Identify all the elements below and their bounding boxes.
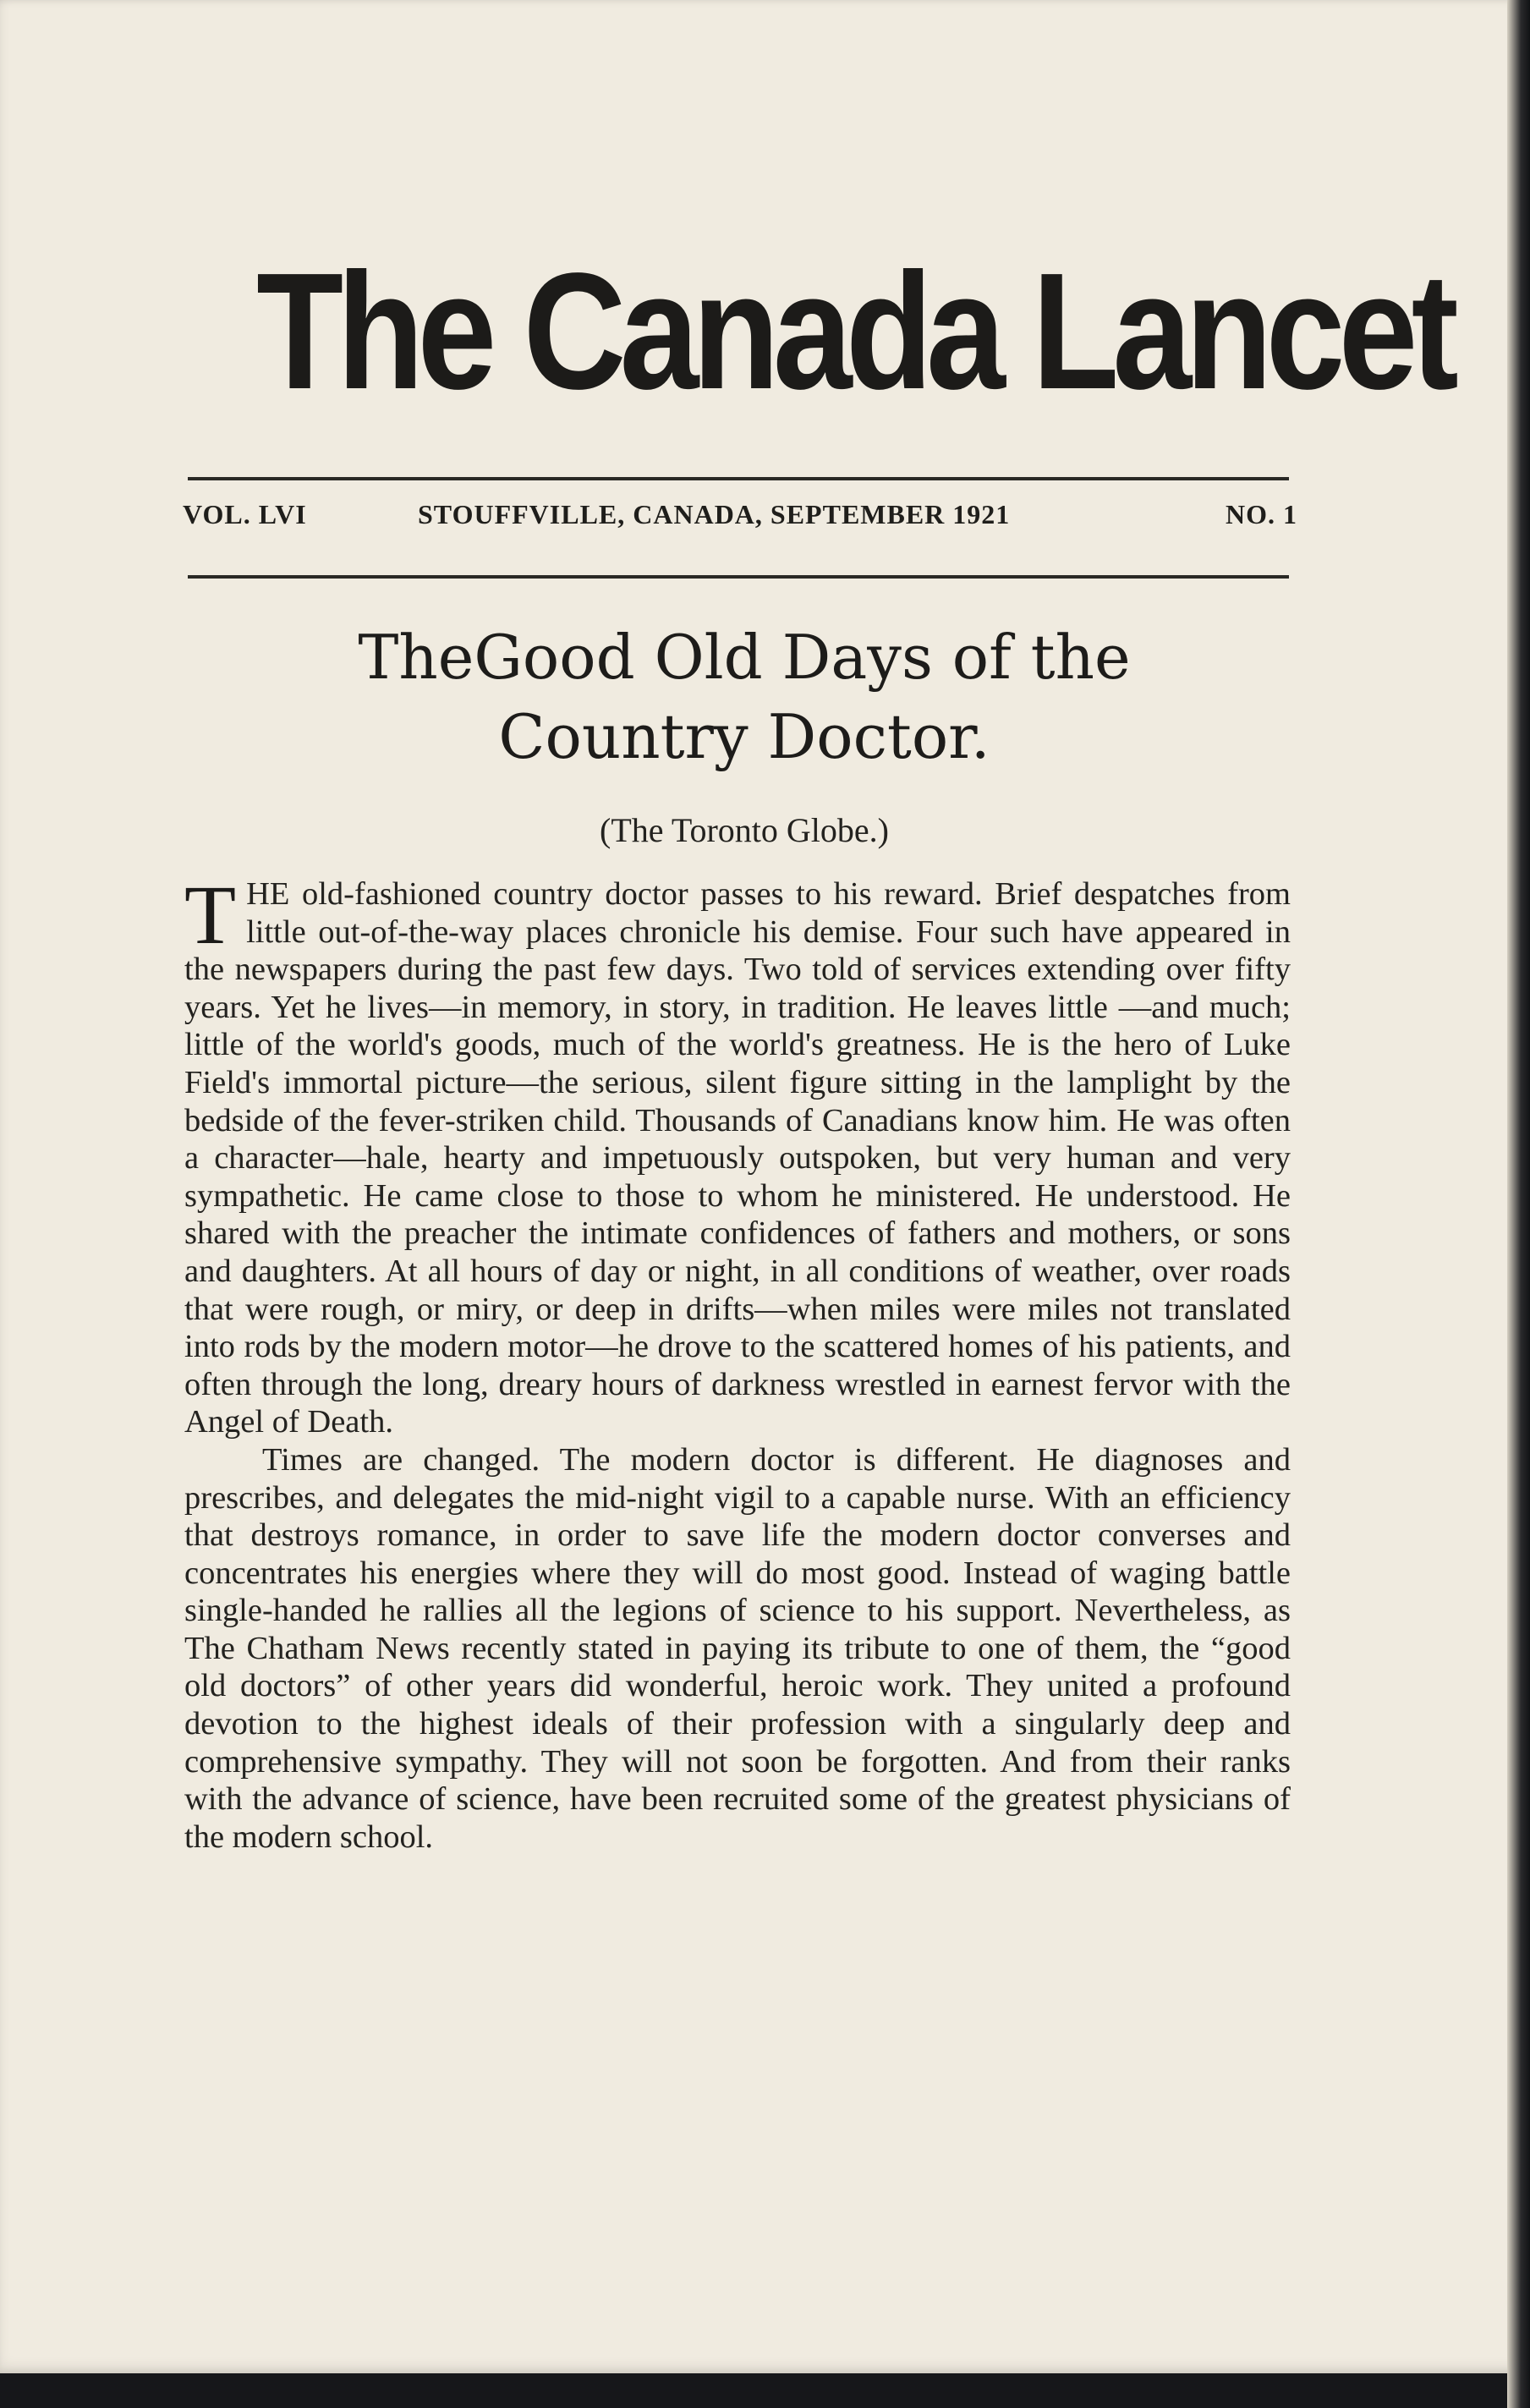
article-title-line-1: TheGood Old Days of the: [358, 622, 1131, 693]
issue-volume: VOL. LVI: [183, 499, 307, 529]
masthead-rule-top: [188, 477, 1289, 480]
article-body: [184, 868, 1291, 1856]
article-paragraph: Times are changed. The modern doctor is different. He diagnoses and prescribes, and delegates the mid-night vigil to a capable nurse. With an efficiency that destroys romance, in order to save life the modern doctor converses and concentrates his energies where they will do most good. Instead of waging battle single-handed he rallies all the legions of science to his support. Nevertheless, as The Chatham News recently stated in paying its tribute to one of them, the “good old doctors” of other years did wonderful, heroic work. They united a profound devotion to the highest ideals of their profession with a singularly deep and comprehensive sympathy. They will not soon be forgotten. And from their ranks with the advance of science, have been recruited some of the greatest physicians of the modern school.: [184, 1441, 1291, 1855]
issue-line: [183, 499, 1297, 541]
issue-number: NO. 1: [1226, 499, 1297, 529]
journal-masthead-title: The Canada Lancet: [256, 239, 1453, 424]
article-paragraph: [184, 868, 1291, 1441]
article-source: (The Toronto Globe.): [600, 811, 889, 849]
paragraph-1-text: HE old-fashioned country doctor passes to his reward. Brief despatches from little out-of-the-way places chronicle his demise. Four such have appeared in the newspapers during the past few days. Two told of services extending over fifty years. Yet he lives—in memory, in story, in tradition. He leaves little —and much; little of the world's goods, much of the world's greatness. He is the hero of Luke Field's immortal picture—the serious, silent figure sitting in the lamplight by the bedside of the fever-striken child. Thousands of Canadians know him. He was often a character—hale, hearty and impetuously outspoken, but very human and very sympathetic. He came close to those to whom he ministered. He understood. He shared with the preacher the intimate confidences of fathers and mothers, or sons and daughters. At all hours of day or night, in all conditions of weather, over roads that were rough, or miry, or deep in drifts—when miles were miles not translated into rods by the modern motor—he drove to the scattered homes of his patients, and often through the long, dreary hours of darkness wrestled in earnest fervor with the Angel of Death.: [184, 876, 1291, 1440]
masthead-rule-bottom: [188, 575, 1289, 579]
scan-edge: [1507, 0, 1530, 2408]
article-title: [152, 617, 1336, 776]
issue-place-date: STOUFFVILLE, CANADA, SEPTEMBER 1921: [418, 499, 1011, 529]
article-title-line-2: Country Doctor.: [498, 701, 990, 772]
drop-cap: T: [184, 868, 237, 962]
